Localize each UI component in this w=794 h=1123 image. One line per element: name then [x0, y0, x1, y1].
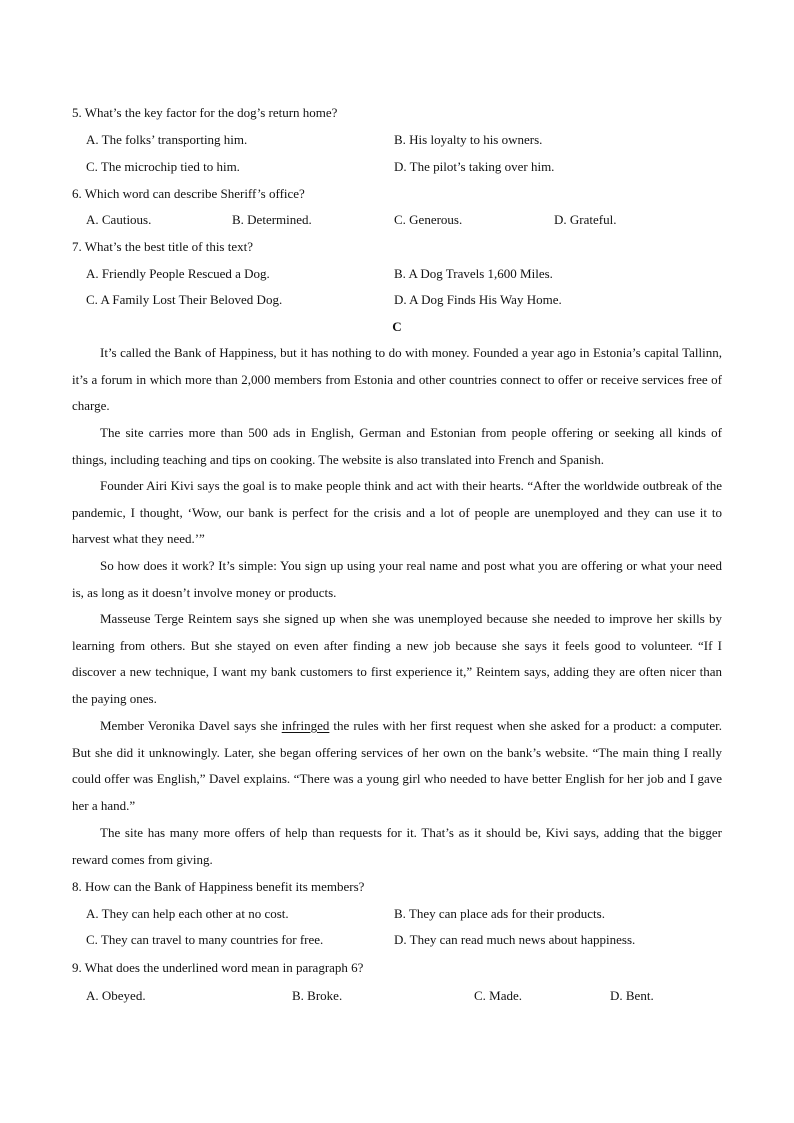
- paragraph-2-text: The site carries more than 500 ads in English, German and Estonian from people offering or seeking all kinds of things, including teaching and tips on cooking. The website is also translated into French and Spanish.: [72, 425, 722, 467]
- q8-option-d: D. They can read much news about happiness.: [394, 932, 636, 947]
- paragraph-5-text: Masseuse Terge Reintem says she signed up when she was unemployed because she needed to improve her skills by learning from others. But she stayed on even after finding a new job because she says it feels good to volunteer. “If I discover a new technique, I want my bank customers to first experience it,” Reintem says, adding they are often nicer than the paying ones.: [72, 611, 722, 706]
- passage-paragraph-7: [72, 820, 722, 873]
- question-6-stem: 6. Which word can describe Sheriff’s office?: [72, 186, 305, 201]
- paragraph-6-text-end: the rules with her first request when she asked for a product: a computer. But she did it unknowingly. Later, she began offering services of her own on the bank’s website. “The main thing I really could offer was English,” Davel explains. “There was a young girl who needed to have better English for her job and I gave her a hand.”: [72, 718, 723, 813]
- underlined-word: infringed: [281, 718, 330, 733]
- question-5-stem: 5. What’s the key factor for the dog’s return home?: [72, 105, 338, 120]
- paragraph-1-text: It’s called the Bank of Happiness, but it has nothing to do with money. Founded a year ago in Estonia’s capital Tallinn, it’s a forum in which more than 2,000 members from Estonia and other countries connect to offer or receive services free of charge.: [72, 345, 722, 414]
- q5-option-b: B. His loyalty to his owners.: [394, 132, 543, 147]
- q6-option-d: D. Grateful.: [554, 212, 617, 227]
- paragraph-3-text: Founder Airi Kivi says the goal is to make people think and act with their hearts. “After the worldwide outbreak of the pandemic, I thought, ‘Wow, our bank is perfect for the crisis and a lot of people are unemployed and they can use it to harvest what they need.’”: [72, 478, 722, 547]
- q5-option-d: D. The pilot’s taking over him.: [394, 159, 555, 174]
- q7-option-a: A. Friendly People Rescued a Dog.: [86, 266, 270, 281]
- question-8-stem: 8. How can the Bank of Happiness benefit its members?: [72, 879, 365, 894]
- question-9-stem: 9. What does the underlined word mean in paragraph 6?: [72, 960, 364, 975]
- passage-paragraph-1: [72, 340, 722, 420]
- q6-option-a: A. Cautious.: [86, 212, 152, 227]
- q5-option-c: C. The microchip tied to him.: [86, 159, 240, 174]
- passage-paragraph-3: [72, 473, 722, 553]
- q5-option-a: A. The folks’ transporting him.: [86, 132, 248, 147]
- q8-option-a: A. They can help each other at no cost.: [86, 906, 289, 921]
- q7-option-c: C. A Family Lost Their Beloved Dog.: [86, 292, 283, 307]
- paragraph-4-text: So how does it work? It’s simple: You sign up using your real name and post what you are offering or what your need is, as long as it doesn’t involve money or products.: [72, 558, 722, 600]
- section-c-heading: C: [392, 319, 402, 334]
- q7-option-d: D. A Dog Finds His Way Home.: [394, 292, 562, 307]
- q9-option-b: B. Broke.: [292, 988, 343, 1003]
- q6-option-b: B. Determined.: [232, 212, 312, 227]
- q9-option-c: C. Made.: [474, 988, 523, 1003]
- passage-paragraph-6: [72, 713, 722, 819]
- q6-option-c: C. Generous.: [394, 212, 463, 227]
- paragraph-7-text: The site has many more offers of help than requests for it. That’s as it should be, Kivi says, adding that the bigger reward comes from giving.: [72, 825, 722, 867]
- passage-paragraph-4: [72, 553, 722, 606]
- paragraph-6-text-start: Member Veronika Davel says she: [100, 718, 282, 733]
- q8-option-c: C. They can travel to many countries for free.: [86, 932, 324, 947]
- q9-option-d: D. Bent.: [610, 988, 654, 1003]
- q8-option-b: B. They can place ads for their products.: [394, 906, 605, 921]
- question-7-stem: 7. What’s the best title of this text?: [72, 239, 254, 254]
- passage-paragraph-2: [72, 420, 722, 473]
- passage-paragraph-5: [72, 606, 722, 712]
- q9-option-a: A. Obeyed.: [86, 988, 146, 1003]
- q7-option-b: B. A Dog Travels 1,600 Miles.: [394, 266, 553, 281]
